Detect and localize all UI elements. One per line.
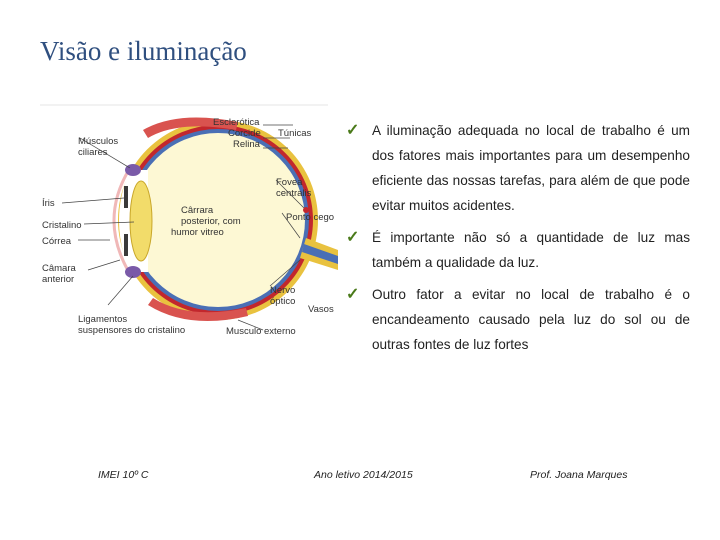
- iris-top: [124, 186, 128, 208]
- label-fovea-2: centralis: [276, 188, 312, 199]
- label-ligamentos-1: Ligamentos: [78, 314, 128, 325]
- label-ponto-cego: Ponto cego: [286, 212, 335, 223]
- eye-anatomy-diagram: [38, 100, 338, 345]
- bullet-item: [346, 118, 690, 218]
- bullet-list: [346, 118, 690, 364]
- bullet-text: Outro fator a evitar no local de trabalho é o encandeamento causado pela luz do sol ou de outras fontes de luz fortes: [372, 287, 690, 352]
- label-nervo-1: Nervo: [270, 285, 296, 296]
- check-icon: ✓: [346, 122, 360, 139]
- label-tunicas: Túnicas: [278, 128, 312, 139]
- iris-bottom: [124, 234, 128, 256]
- label-esclerotica: Esclerótica: [213, 117, 260, 128]
- label-musculos: Músculos: [78, 136, 119, 147]
- bullet-item: [346, 282, 690, 357]
- footer-right: Prof. Joana Marques: [530, 469, 628, 481]
- bullet-item: [346, 225, 690, 275]
- label-camara-post-1: Cârrara: [181, 205, 214, 216]
- bullet-text: É importante não só a quantidade de luz mas também a qualidade da luz.: [372, 230, 690, 270]
- label-camara-post-2: posterior, com: [181, 216, 241, 227]
- label-coroide: Corcide: [228, 128, 261, 139]
- label-retina: Relina: [233, 139, 260, 150]
- check-icon: ✓: [346, 286, 360, 303]
- label-fovea-1: Fovea: [276, 177, 303, 188]
- label-camara-anterior-2: anterior: [42, 274, 75, 285]
- bullet-text: A iluminação adequada no local de trabalho é um dos fatores mais importantes para um desempenho eficiente das nossas tarefas, para além de que pode evitar muitos acidentes.: [372, 123, 690, 213]
- crystalline-lens: [130, 181, 152, 261]
- label-nervo-2: óptico: [270, 296, 296, 307]
- label-vasos: Vasos: [308, 304, 334, 315]
- label-ciliares: ciliares: [78, 147, 108, 158]
- label-iris: Íris: [42, 198, 55, 209]
- label-musculo-externo: Musculo externo: [226, 326, 296, 337]
- ciliary-muscle-top: [125, 164, 141, 176]
- label-cornea: Córrea: [42, 236, 72, 247]
- label-cristalino: Cristalino: [42, 220, 82, 231]
- label-ligamentos-2: suspensores do cristalino: [78, 325, 186, 336]
- label-camara-anterior-1: Câmara: [42, 263, 76, 274]
- footer-left: IMEI 10º C: [98, 469, 149, 481]
- footer-center: Ano letivo 2014/2015: [314, 469, 413, 481]
- slide-title: Visão e iluminação: [40, 36, 247, 66]
- check-icon: ✓: [346, 229, 360, 246]
- label-camara-post-3: humor vitreo: [171, 227, 224, 238]
